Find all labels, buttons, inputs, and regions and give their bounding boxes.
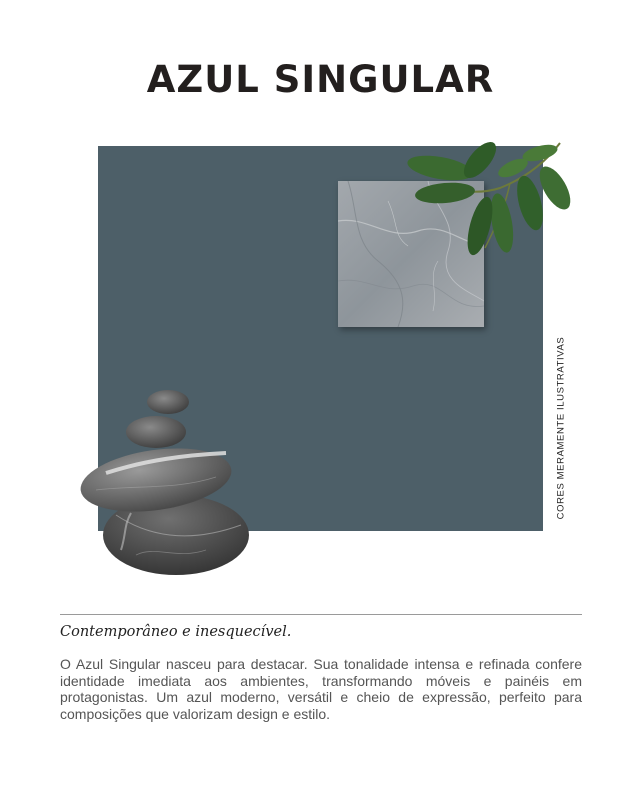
page-title: AZUL SINGULAR — [146, 58, 495, 101]
stacked-stones-image — [76, 385, 254, 580]
description-paragraph: O Azul Singular nasceu para destacar. Sua tonalidade intensa e refinada confere identidade imediata aos ambientes, transformando móveis e painéis em protagonistas. Um azul moderno, versátil e cheio de expressão, perfeito para composições que valorizam design e estilo. — [60, 656, 582, 722]
subtitle: Contemporâneo e inesquecível. — [60, 624, 292, 640]
side-disclaimer: CORES MERAMENTE ILUSTRATIVAS — [555, 336, 567, 520]
divider — [60, 614, 582, 615]
leaf-branch-image — [405, 138, 585, 268]
